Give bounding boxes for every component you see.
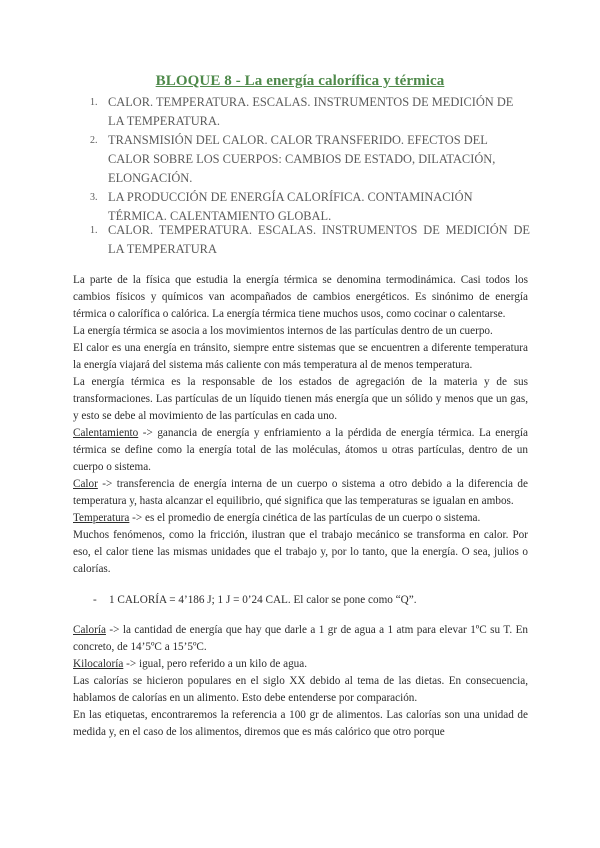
definition-paragraph: [73, 476, 528, 510]
term-calor: Calor: [73, 478, 98, 490]
paragraph: El calor es una energía en tránsito, siempre entre sistemas que se encuentren a diferente temperatura la energía viajará del sistema más caliente con más temperatura al de menos temperatura.: [73, 342, 528, 371]
bullet-item: [93, 592, 528, 609]
paragraph: Muchos fenómenos, como la fricción, ilustran que el trabajo mecánico se transforma en calor. Por eso, el calor tiene las mismas unidades que el trabajo y, por lo tanto, que la energía. O sea, julios o calorías.: [73, 529, 528, 575]
toc-item-number: 1.: [90, 97, 98, 108]
definition-text: -> transferencia de energía interna de un cuerpo o sistema a otro debido a la diferencia de temperatura y, hasta alcanzar el equilibrio, qué significa que las temperaturas se igualan en ambos.: [73, 478, 528, 507]
paragraph: Las calorías se hicieron populares en el siglo XX debido al tema de las dietas. En consecuencia, hablamos de calorías en un alimento. Esto debe entenderse por comparación.: [73, 675, 528, 704]
term-temperatura: Temperatura: [73, 512, 130, 524]
toc-item-text: LA PRODUCCIÓN DE ENERGÍA CALORÍFICA. CONTAMINACIÓN TÉRMICA. CALENTAMIENTO GLOBAL.: [108, 190, 473, 223]
definition-text: -> la cantidad de energía que hay que darle a 1 gr de agua a 1 atm para elevar 1ºC su T. En concreto, de 14’5ºC a 15’5ºC.: [73, 624, 528, 653]
paragraph: La energía térmica se asocia a los movimientos internos de las partículas dentro de un cuerpo.: [73, 325, 493, 337]
definition-paragraph: [73, 656, 528, 673]
definition-text: -> igual, pero referido a un kilo de agua.: [123, 658, 308, 670]
section-title: CALOR. TEMPERATURA. ESCALAS. INSTRUMENTOS DE MEDICIÓN DE LA TEMPERATURA: [108, 223, 530, 256]
table-of-contents: [90, 93, 530, 226]
toc-item: [90, 93, 530, 131]
definition-text: -> es el promedio de energía cinética de las partículas de un cuerpo o sistema.: [129, 512, 481, 524]
term-calentamiento: Calentamiento: [73, 427, 139, 439]
term-caloria: Caloría: [73, 624, 106, 636]
definition-paragraph: [73, 622, 528, 656]
page-title: BLOQUE 8 - La energía calorífica y térmica: [155, 73, 445, 89]
toc-item-text: TRANSMISIÓN DEL CALOR. CALOR TRANSFERIDO. EFECTOS DEL CALOR SOBRE LOS CUERPOS: CAMBIOS DE ESTADO, DILATACIÓN, ELONGACIÓN.: [108, 133, 496, 185]
bullet-dash: -: [93, 594, 97, 606]
bullet-text: 1 CALORÍA = 4’186 J; 1 J = 0’24 CAL. El calor se pone como “Q”.: [109, 594, 417, 606]
body-text: [73, 272, 528, 741]
term-kilocaloria: Kilocaloría: [73, 658, 124, 670]
toc-item-text: CALOR. TEMPERATURA. ESCALAS. INSTRUMENTOS DE MEDICIÓN DE LA TEMPERATURA.: [108, 95, 514, 128]
toc-item-number: 2.: [90, 135, 98, 146]
paragraph: La energía térmica es la responsable de los estados de agregación de la materia y de sus transformaciones. Las partículas de un líquido tienen más energía que un sólido y menos que un gas, y esto se debe al movimiento de las partículas en cada uno.: [73, 376, 528, 422]
toc-item: [90, 131, 530, 188]
section-number: 1.: [90, 225, 98, 236]
definition-paragraph: [73, 425, 528, 476]
section-heading: [90, 221, 530, 259]
definition-text: -> ganancia de energía y enfriamiento a la pérdida de energía térmica. La energía térmica se define como la energía total de las moléculas, átomos u otras partículas, dentro de un cuerpo o sistema.: [73, 427, 528, 473]
paragraph: En las etiquetas, encontraremos la referencia a 100 gr de alimentos. Las calorías son una unidad de medida y, en el caso de los alimentos, diremos que es más calórico que otro porque: [73, 709, 528, 738]
definition-paragraph: [73, 510, 528, 527]
paragraph: La parte de la física que estudia la energía térmica se denomina termodinámica. Casi todos los cambios físicos y químicos van acompañados de cambios energéticos. Es sinónimo de energía térmica o calorífica o calórica. La energía térmica tiene muchos usos, como cocinar o calentarse.: [73, 274, 528, 320]
toc-item-number: 3.: [90, 192, 98, 203]
